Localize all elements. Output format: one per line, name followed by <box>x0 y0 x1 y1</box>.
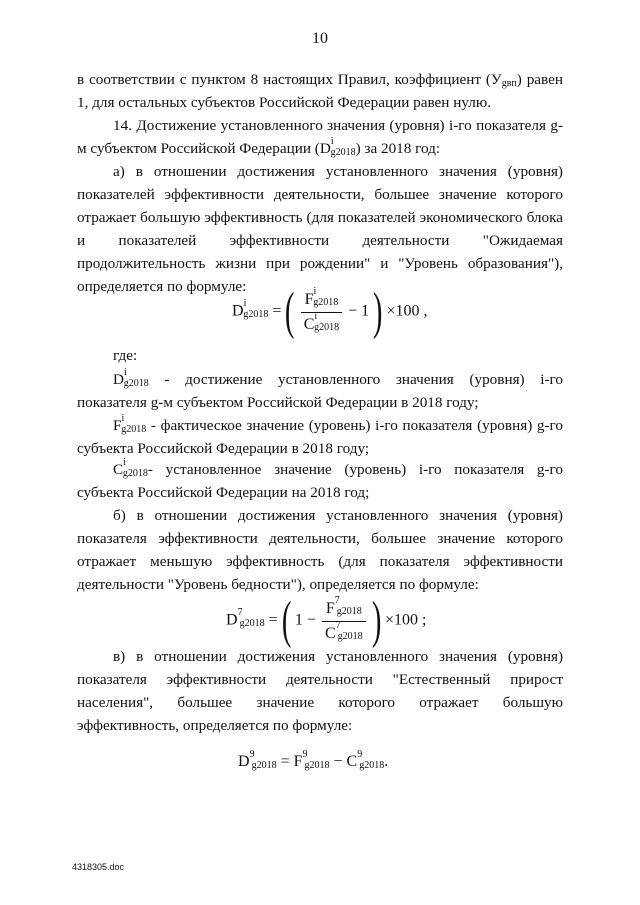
f1-eq: = <box>272 302 282 320</box>
f1-lhs: D <box>232 302 244 320</box>
f2-lparen: ( <box>281 592 292 649</box>
f1-times: ×100 , <box>386 302 428 320</box>
f1-lparen: ( <box>285 283 295 340</box>
def-d: $D^i_{g2018}$ - достижение установленного значения (уровня) i-го показателя g-м субъектом Российской Федерации в 2018 году; <box>77 366 563 411</box>
f3-lhs: D <box>238 753 250 770</box>
f3-c: C <box>346 753 358 770</box>
def-c: $C^i_{g2018}-$ установленное значение (уровень) i-го показателя g-го субъекта Российской Федерации на 2018 год; <box>77 456 563 501</box>
f2-rparen: ) <box>371 592 382 649</box>
f2-one-minus: 1 − <box>294 611 316 629</box>
f2-eq: = <box>268 611 278 629</box>
f2-fraction: $\frac{F^7_{g2018}}{C^7_{g2018}}$ <box>322 599 366 644</box>
f2-times: ×100 ; <box>384 611 427 629</box>
paragraph-b: б) в отношении достижения установленного значения (уровня) показателя эффективности деятельности, большее значение которого отражает меньшую эффективность (для показателя эффективности деятельности "Уровень бедности"), определяется по формуле: <box>77 507 563 593</box>
p14-sub: g2018 <box>330 146 356 158</box>
f1-fraction: $\frac{F^i_{g2018}}{C^i_{g2018}}$ <box>301 290 342 335</box>
p14-text-a: 14. Достижение установленного значения (уровня) i-го показателя g-м субъектом Российской Федерации (D <box>77 117 563 157</box>
page-number: 10 <box>312 30 328 47</box>
f2-lhs: D <box>226 611 238 629</box>
formula-1: $D^i_{g2018}$ = ( $\frac{F^i_{g2018}}{C^i_{g2018}}$ − 1 ) ×100 , <box>232 283 428 340</box>
paragraph-a: а) в отношении достижения установленного значения (уровня) показателей эффективности деятельности, большее значение которого отражает большую эффективность (для показателей экономического блока и показателей эффективности деятельности "Ожидаемая продолжительность жизни при рождении" и "Уровень образования"), определяется по формуле: <box>77 163 563 295</box>
p14-text-b: ) за 2018 год: <box>355 140 441 157</box>
paragraph-intro <box>77 68 563 114</box>
f1-rparen: ) <box>373 283 383 340</box>
intro-sub: gвп <box>501 77 517 89</box>
f1-minus-one: − 1 <box>348 302 370 320</box>
p14-sup: i <box>330 135 334 147</box>
footer-filename: 4318305.doc <box>72 862 125 872</box>
f3-eq: = <box>280 753 290 770</box>
where-label: где: <box>113 347 138 364</box>
f3-f: F <box>293 753 303 770</box>
f3-minus: − <box>333 753 343 770</box>
def-f: $F^i_{g2018}$ - фактическое значение (уровень) i-го показателя (уровня) g-го субъекта Российской Федерации в 2018 году; <box>77 412 563 457</box>
paragraph-c: в) в отношении достижения установленного значения (уровня) показателя эффективности деятельности "Естественный прирост населения", большее значение которого отражает большую эффективность, определяется по формуле: <box>77 648 563 734</box>
intro-text-1: в соответствии с пунктом 8 настоящих Правил, коэффициент (У <box>77 71 502 88</box>
intro-text-2: ) равен 1, для остальных субъектов Российской Федерации равен нулю. <box>77 71 564 111</box>
paragraph-14 <box>77 114 563 160</box>
formula-2: $D^7_{g2018}$ = ( 1 − $\frac{F^7_{g2018}}{C^7_{g2018}}$ ) ×100 ; <box>226 592 427 649</box>
formula-3: $D^9_{g2018} = F^9_{g2018} - C^9_{g2018}$. <box>238 748 389 771</box>
